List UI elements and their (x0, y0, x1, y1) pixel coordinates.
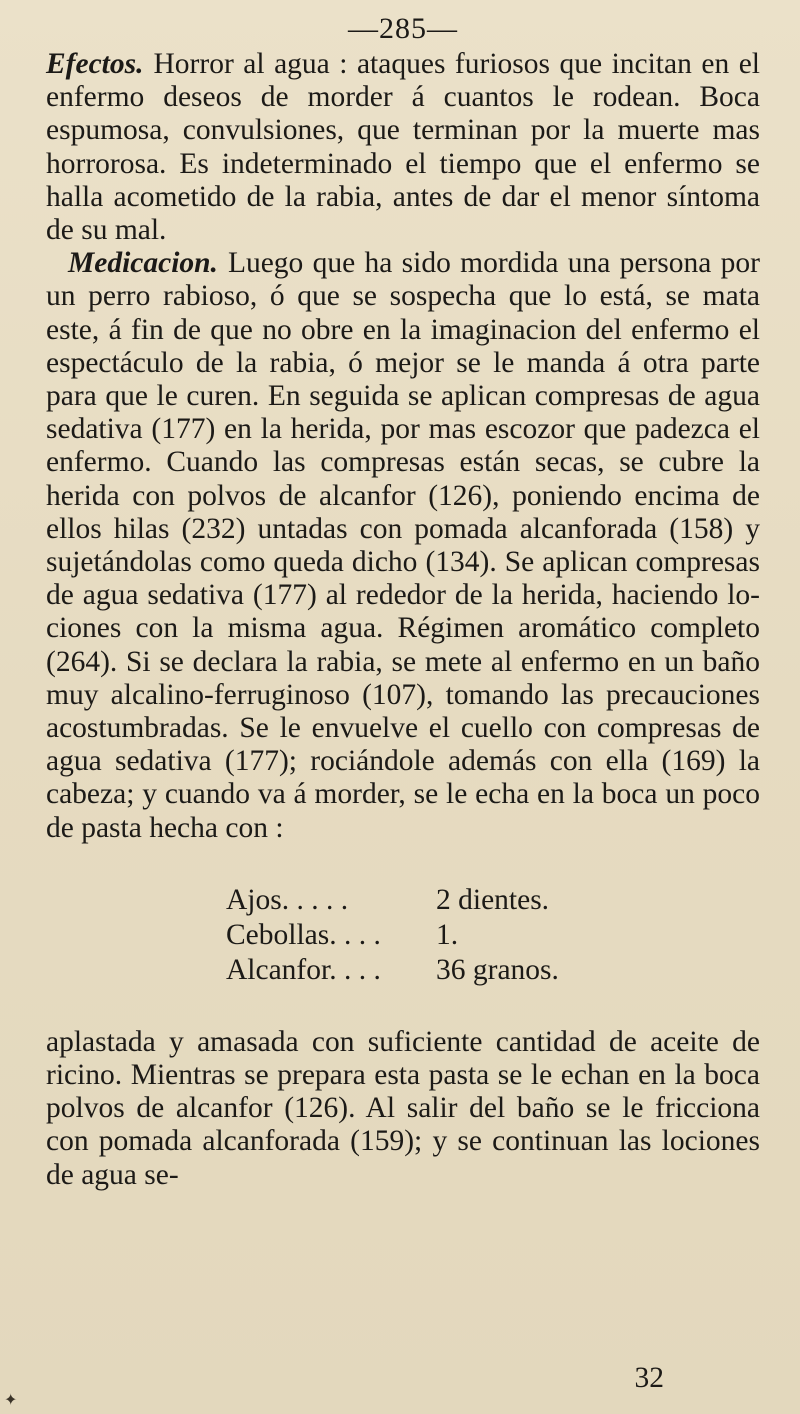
recipe-item: Alcanfor. . . . (226, 953, 381, 986)
recipe-row (226, 883, 760, 918)
recipe-quantity: 2 dientes. (436, 883, 550, 916)
page-number: —285— (348, 12, 458, 45)
recipe-item: Ajos. . . . . (226, 883, 349, 916)
edge-mark: ✦ (4, 1392, 18, 1409)
paragraph-text: Luego que ha sido mordida una persona por un perro rabioso, ó que se sospecha que lo está, se mata este, á fin de que no obre en la imaginacion del enfermo el espectáculo de la rabia, ó mejor se le manda á otra parte para que le curen. En seguida se aplican compresas de agua sedativa (177) en la herida, por mas escozor que padezca el enfermo. Cuando las compresas están secas, se cubre la herida con polvos de alcanfor (126), poniendo encima de ellos hilas (232) untadas con pomada alcanforada (158) y sujetándolas como queda dicho (134). Se aplican compresas de agua sedativa (177) al rededor de la herida, haciendo lociones con la misma agua. Régimen aromático completo (264). Si se declara la rabia, se mete al enfermo en un baño muy alcalino-ferruginoso (107), tomando las precauciones acostumbradas. Se le envuelve el cuello con compresas de agua sedativa (177); rociándole además con ella (169) la cabeza; y cuando va á morder, se le echa en la boca un poco de pasta hecha con : (46, 247, 760, 844)
recipe-row (226, 918, 760, 953)
paragraph-medicacion (46, 247, 760, 845)
recipe-list (226, 883, 760, 988)
paragraph-closing: aplastada y amasada con suficiente cantidad de aceite de ricino. Mientras se prepara esta pasta se le echan en la boca polvos de alcanfor (126). Al salir del baño se le fricciona con pomada alcanforada (159); y se continuan las lociones de agua se- (46, 1025, 760, 1191)
section-lead-medicacion: Medicacion. (68, 247, 218, 280)
recipe-row (226, 953, 760, 988)
recipe-item: Cebollas. . . . (226, 918, 381, 951)
paragraph-efectos (46, 48, 760, 247)
recipe-quantity: 1. (436, 918, 459, 951)
paragraph-text: Horror al agua : ataques furiosos que incitan en el enfermo deseos de morder á cuantos le rodean. Boca espumosa, convulsiones, que terminan por la muerte mas horrorosa. Es indeterminado el tiempo que el enfermo se halla acometido de la rabia, antes de dar el menor síntoma de su mal. (46, 48, 760, 247)
signature-number: 32 (634, 1362, 664, 1394)
recipe-quantity: 36 granos. (436, 953, 559, 986)
section-lead-efectos: Efectos. (46, 48, 144, 80)
